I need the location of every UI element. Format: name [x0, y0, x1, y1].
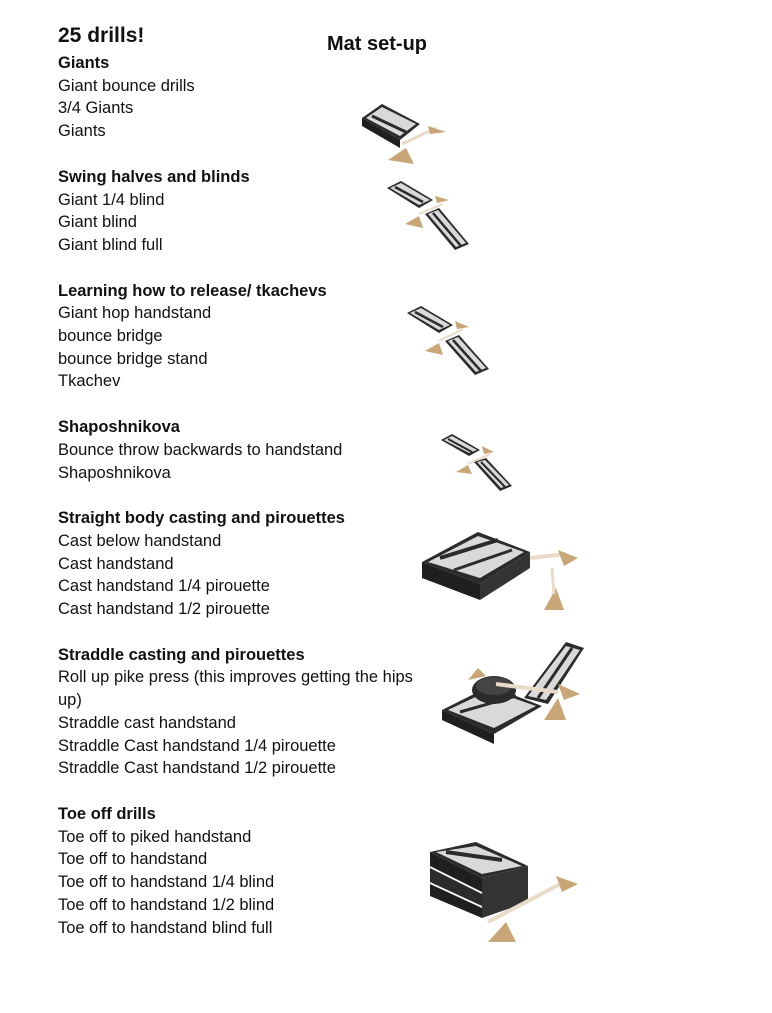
mat-setup-release-illustration — [403, 303, 493, 378]
drill-sections — [58, 52, 428, 962]
section-heading: Toe off drills — [58, 804, 156, 823]
section-heading: Giants — [58, 54, 110, 72]
drill-item: Bounce throw backwards to handstand — [58, 440, 343, 459]
drill-item: Cast handstand — [58, 554, 174, 573]
section-heading: Shaposhnikova — [58, 418, 180, 437]
section-toe-off-drills — [58, 803, 428, 939]
drill-item: Roll up pike press (this improves getting the hips up) — [58, 668, 413, 710]
drill-item: Cast handstand 1/4 pirouette — [58, 577, 270, 596]
mat-setup-swing-halves-illustration — [383, 178, 473, 253]
drill-item: Giant blind full — [58, 235, 163, 254]
drill-item: Toe off to handstand 1/2 blind — [58, 895, 275, 914]
drill-item: Giant hop handstand — [58, 304, 212, 323]
drill-item: Tkachev — [58, 372, 121, 391]
drill-item: Giant 1/4 blind — [58, 190, 165, 209]
drill-item: Giant blind — [58, 213, 137, 232]
mat-setup-title: Mat set-up — [327, 33, 427, 55]
drill-list — [58, 666, 428, 780]
drill-item: Toe off to handstand — [58, 850, 208, 869]
drill-list — [58, 302, 428, 393]
drill-list — [58, 826, 428, 940]
section-straddle-casting — [58, 644, 428, 780]
section-heading: Swing halves and blinds — [58, 167, 250, 186]
mat-setup-shaposhnikova-illustration — [438, 432, 516, 494]
drill-item: Toe off to handstand blind full — [58, 918, 273, 937]
drill-list — [58, 530, 428, 621]
mat-setup-straddle-illustration — [438, 640, 588, 750]
drill-item: bounce bridge — [58, 327, 163, 346]
drill-item: Giant bounce drills — [58, 76, 195, 95]
drill-item: Shaposhnikova — [58, 463, 171, 482]
drill-item: Giants — [58, 122, 106, 141]
section-heading: Straight body casting and pirouettes — [58, 509, 345, 528]
mat-setup-giants-illustration — [358, 98, 453, 173]
drill-item: 3/4 Giants — [58, 99, 134, 118]
drill-item: Straddle Cast handstand 1/2 pirouette — [58, 759, 336, 778]
mat-setup-straight-body-illustration — [418, 528, 583, 618]
drill-list — [58, 189, 428, 257]
section-swing-halves-blinds — [58, 166, 428, 257]
drill-item: Straddle Cast handstand 1/4 pirouette — [58, 736, 336, 755]
mat-setup-toe-off-illustration — [424, 838, 584, 948]
drill-item: Toe off to piked handstand — [58, 827, 252, 846]
section-straight-body-casting — [58, 507, 428, 621]
section-heading: Straddle casting and pirouettes — [58, 645, 305, 664]
drill-item: Cast below handstand — [58, 531, 222, 550]
section-heading: Learning how to release/ tkachevs — [58, 281, 327, 300]
section-release-tkachevs — [58, 280, 428, 394]
drill-item: Toe off to handstand 1/4 blind — [58, 873, 275, 892]
section-shaposhnikova — [58, 416, 428, 484]
drill-item: Straddle cast handstand — [58, 713, 236, 732]
drill-item: Cast handstand 1/2 pirouette — [58, 600, 270, 619]
drill-item: bounce bridge stand — [58, 349, 208, 368]
drill-list — [58, 439, 428, 484]
page-title: 25 drills! — [58, 24, 145, 47]
